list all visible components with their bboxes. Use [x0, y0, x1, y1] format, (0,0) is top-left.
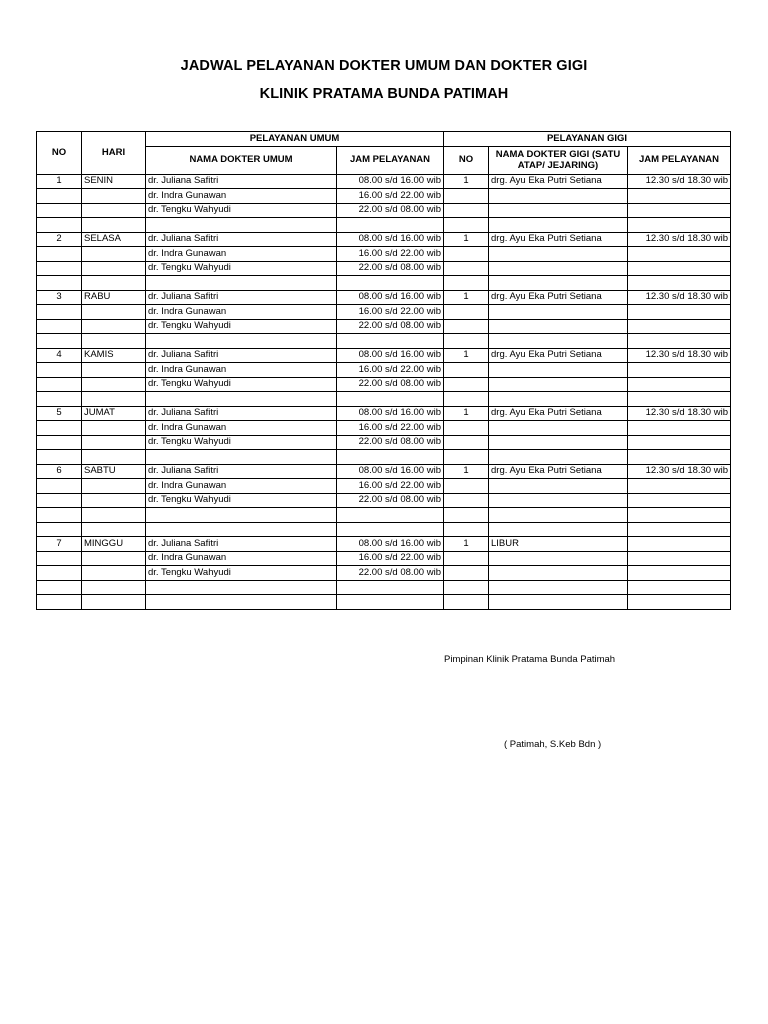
row-doctor: dr. Indra Gunawan — [146, 247, 337, 262]
row-dental-no — [444, 276, 489, 291]
row-doctor: dr. Tengku Wahyudi — [146, 319, 337, 334]
row-dental-no — [444, 334, 489, 349]
row-day — [82, 493, 146, 508]
row-time: 08.00 s/d 16.00 wib — [337, 348, 444, 363]
row-dental-doctor: drg. Ayu Eka Putri Setiana — [489, 406, 628, 421]
row-dental-time — [628, 522, 731, 537]
row-dental-doctor — [489, 450, 628, 465]
row-no: 2 — [37, 232, 82, 247]
row-doctor: dr. Juliana Safitri — [146, 290, 337, 305]
row-time: 22.00 s/d 08.00 wib — [337, 435, 444, 450]
row-no — [37, 508, 82, 523]
header-hari: HARI — [82, 132, 146, 175]
row-doctor — [146, 276, 337, 291]
row-dental-doctor — [489, 305, 628, 320]
row-time — [337, 522, 444, 537]
row-dental-time — [628, 305, 731, 320]
row-dental-doctor — [489, 363, 628, 378]
row-dental-no — [444, 305, 489, 320]
row-day — [82, 479, 146, 494]
row-time: 08.00 s/d 16.00 wib — [337, 406, 444, 421]
row-dental-no — [444, 508, 489, 523]
row-dental-doctor: drg. Ayu Eka Putri Setiana — [489, 464, 628, 479]
row-dental-doctor — [489, 479, 628, 494]
row-dental-no — [444, 493, 489, 508]
row-dental-no — [444, 435, 489, 450]
row-doctor: dr. Juliana Safitri — [146, 537, 337, 552]
row-doctor — [146, 392, 337, 407]
row-dental-time — [628, 537, 731, 552]
table-row — [37, 551, 731, 566]
row-dental-doctor — [489, 392, 628, 407]
pimpinan-label: Pimpinan Klinik Pratama Bunda Patimah — [444, 654, 616, 665]
row-dental-doctor — [489, 377, 628, 392]
row-dental-time — [628, 363, 731, 378]
row-doctor — [146, 522, 337, 537]
row-dental-no — [444, 218, 489, 233]
row-day — [82, 522, 146, 537]
table-row — [37, 580, 731, 595]
row-time: 22.00 s/d 08.00 wib — [337, 203, 444, 218]
row-day: SENIN — [82, 174, 146, 189]
row-dental-no — [444, 479, 489, 494]
row-dental-doctor: drg. Ayu Eka Putri Setiana — [489, 174, 628, 189]
row-dental-no — [444, 189, 489, 204]
row-day — [82, 580, 146, 595]
row-day — [82, 421, 146, 436]
row-dental-doctor — [489, 189, 628, 204]
row-day: MINGGU — [82, 537, 146, 552]
row-day: SABTU — [82, 464, 146, 479]
row-time — [337, 508, 444, 523]
row-dental-time: 12.30 s/d 18.30 wib — [628, 290, 731, 305]
header-nama-dokter-gigi — [489, 146, 628, 174]
row-dental-doctor: drg. Ayu Eka Putri Setiana — [489, 290, 628, 305]
table-row — [37, 189, 731, 204]
row-day — [82, 435, 146, 450]
row-dental-time — [628, 435, 731, 450]
row-no — [37, 522, 82, 537]
row-time: 16.00 s/d 22.00 wib — [337, 421, 444, 436]
row-dental-no: 1 — [444, 174, 489, 189]
header-jam-pelayanan-umum: JAM PELAYANAN — [337, 146, 444, 174]
table-row — [37, 406, 731, 421]
row-dental-doctor: LIBUR — [489, 537, 628, 552]
table-row — [37, 566, 731, 581]
row-dental-doctor — [489, 551, 628, 566]
row-day: KAMIS — [82, 348, 146, 363]
row-no — [37, 377, 82, 392]
row-doctor: dr. Tengku Wahyudi — [146, 203, 337, 218]
row-no: 7 — [37, 537, 82, 552]
row-no: 1 — [37, 174, 82, 189]
row-dental-no: 1 — [444, 232, 489, 247]
row-doctor: dr. Juliana Safitri — [146, 406, 337, 421]
row-dental-doctor: drg. Ayu Eka Putri Setiana — [489, 232, 628, 247]
row-no — [37, 218, 82, 233]
row-day — [82, 276, 146, 291]
row-no: 6 — [37, 464, 82, 479]
row-no — [37, 493, 82, 508]
row-doctor — [146, 580, 337, 595]
row-dental-no: 1 — [444, 406, 489, 421]
row-time: 16.00 s/d 22.00 wib — [337, 551, 444, 566]
row-doctor: dr. Juliana Safitri — [146, 348, 337, 363]
row-day: SELASA — [82, 232, 146, 247]
row-time: 22.00 s/d 08.00 wib — [337, 261, 444, 276]
row-dental-no — [444, 247, 489, 262]
row-day — [82, 392, 146, 407]
table-row — [37, 421, 731, 436]
header-pelayanan-umum: PELAYANAN UMUM — [146, 132, 444, 147]
row-dental-time — [628, 247, 731, 262]
row-time — [337, 580, 444, 595]
row-dental-no — [444, 319, 489, 334]
header-no: NO — [37, 132, 82, 175]
row-day — [82, 595, 146, 610]
table-row — [37, 363, 731, 378]
row-dental-no: 1 — [444, 537, 489, 552]
row-day — [82, 305, 146, 320]
row-time: 22.00 s/d 08.00 wib — [337, 566, 444, 581]
row-day — [82, 261, 146, 276]
row-dental-doctor — [489, 276, 628, 291]
table-row — [37, 493, 731, 508]
row-no — [37, 363, 82, 378]
row-no — [37, 261, 82, 276]
row-time — [337, 595, 444, 610]
table-row — [37, 348, 731, 363]
row-time — [337, 276, 444, 291]
row-dental-doctor — [489, 508, 628, 523]
row-dental-doctor — [489, 435, 628, 450]
row-dental-time — [628, 189, 731, 204]
row-doctor — [146, 450, 337, 465]
row-time: 16.00 s/d 22.00 wib — [337, 247, 444, 262]
row-time — [337, 450, 444, 465]
clinic-name: KLINIK PRATAMA BUNDA PATIMAH — [259, 86, 509, 102]
table-row — [37, 232, 731, 247]
row-no — [37, 247, 82, 262]
row-time: 22.00 s/d 08.00 wib — [337, 377, 444, 392]
row-doctor: dr. Indra Gunawan — [146, 551, 337, 566]
row-doctor: dr. Juliana Safitri — [146, 464, 337, 479]
table-row — [37, 305, 731, 320]
row-doctor: dr. Tengku Wahyudi — [146, 377, 337, 392]
schedule-table — [36, 131, 731, 610]
row-dental-no — [444, 566, 489, 581]
row-dental-doctor — [489, 421, 628, 436]
row-dental-no — [444, 377, 489, 392]
row-dental-no: 1 — [444, 290, 489, 305]
row-no: 5 — [37, 406, 82, 421]
row-doctor: dr. Tengku Wahyudi — [146, 261, 337, 276]
row-doctor: dr. Indra Gunawan — [146, 479, 337, 494]
row-time: 08.00 s/d 16.00 wib — [337, 537, 444, 552]
row-time: 16.00 s/d 22.00 wib — [337, 189, 444, 204]
row-dental-no: 1 — [444, 348, 489, 363]
row-dental-doctor — [489, 566, 628, 581]
row-no: 3 — [37, 290, 82, 305]
table-row — [37, 174, 731, 189]
row-day — [82, 247, 146, 262]
row-no — [37, 334, 82, 349]
row-dental-doctor — [489, 334, 628, 349]
header-no-gigi: NO — [444, 146, 489, 174]
row-day — [82, 508, 146, 523]
row-no — [37, 305, 82, 320]
row-dental-no: 1 — [444, 464, 489, 479]
row-no — [37, 319, 82, 334]
row-dental-no — [444, 450, 489, 465]
row-no — [37, 580, 82, 595]
row-dental-no — [444, 580, 489, 595]
table-row — [37, 247, 731, 262]
table-row — [37, 464, 731, 479]
header-pelayanan-gigi: PELAYANAN GIGI — [444, 132, 731, 147]
row-no — [37, 203, 82, 218]
row-doctor — [146, 508, 337, 523]
row-no — [37, 595, 82, 610]
row-doctor: dr. Indra Gunawan — [146, 363, 337, 378]
row-dental-no — [444, 522, 489, 537]
row-time: 08.00 s/d 16.00 wib — [337, 174, 444, 189]
table-row — [37, 290, 731, 305]
row-dental-no — [444, 392, 489, 407]
row-dental-time — [628, 595, 731, 610]
row-dental-no — [444, 203, 489, 218]
row-dental-time — [628, 392, 731, 407]
row-dental-no — [444, 363, 489, 378]
row-dental-time — [628, 580, 731, 595]
header-nama-dokter-gigi-line1: NAMA DOKTER GIGI (SATU — [495, 149, 621, 160]
signature-name: ( Patimah, S.Keb Bdn ) — [504, 739, 602, 750]
row-time — [337, 218, 444, 233]
table-row — [37, 522, 731, 537]
table-row — [37, 276, 731, 291]
row-dental-time — [628, 566, 731, 581]
table-row — [37, 392, 731, 407]
row-day — [82, 203, 146, 218]
row-dental-no — [444, 421, 489, 436]
row-doctor — [146, 218, 337, 233]
table-row — [37, 508, 731, 523]
row-dental-time: 12.30 s/d 18.30 wib — [628, 464, 731, 479]
row-dental-time: 12.30 s/d 18.30 wib — [628, 348, 731, 363]
row-time — [337, 334, 444, 349]
row-no — [37, 189, 82, 204]
table-row — [37, 203, 731, 218]
row-dental-doctor — [489, 580, 628, 595]
row-no — [37, 450, 82, 465]
row-doctor: dr. Tengku Wahyudi — [146, 435, 337, 450]
row-dental-doctor — [489, 247, 628, 262]
row-time: 16.00 s/d 22.00 wib — [337, 363, 444, 378]
row-dental-doctor: drg. Ayu Eka Putri Setiana — [489, 348, 628, 363]
row-day — [82, 218, 146, 233]
row-day — [82, 551, 146, 566]
document-title: JADWAL PELAYANAN DOKTER UMUM DAN DOKTER GIGI — [180, 58, 588, 74]
row-doctor: dr. Tengku Wahyudi — [146, 566, 337, 581]
row-time: 08.00 s/d 16.00 wib — [337, 232, 444, 247]
table-row — [37, 595, 731, 610]
row-doctor: dr. Indra Gunawan — [146, 189, 337, 204]
table-row — [37, 435, 731, 450]
row-time: 22.00 s/d 08.00 wib — [337, 493, 444, 508]
row-doctor: dr. Tengku Wahyudi — [146, 493, 337, 508]
row-dental-no — [444, 551, 489, 566]
row-time: 16.00 s/d 22.00 wib — [337, 479, 444, 494]
row-day — [82, 566, 146, 581]
row-dental-time: 12.30 s/d 18.30 wib — [628, 174, 731, 189]
row-dental-time — [628, 203, 731, 218]
table-row — [37, 537, 731, 552]
row-day — [82, 363, 146, 378]
row-dental-no — [444, 595, 489, 610]
table-row — [37, 319, 731, 334]
row-no — [37, 566, 82, 581]
table-row — [37, 334, 731, 349]
row-dental-doctor — [489, 595, 628, 610]
table-row — [37, 479, 731, 494]
row-time — [337, 392, 444, 407]
row-dental-time — [628, 218, 731, 233]
row-dental-doctor — [489, 261, 628, 276]
row-time: 08.00 s/d 16.00 wib — [337, 290, 444, 305]
row-doctor — [146, 334, 337, 349]
row-no: 4 — [37, 348, 82, 363]
row-day — [82, 377, 146, 392]
row-dental-time: 12.30 s/d 18.30 wib — [628, 232, 731, 247]
row-doctor: dr. Juliana Safitri — [146, 232, 337, 247]
row-no — [37, 551, 82, 566]
row-doctor — [146, 595, 337, 610]
row-day — [82, 334, 146, 349]
row-no — [37, 479, 82, 494]
row-dental-time — [628, 377, 731, 392]
row-dental-time — [628, 508, 731, 523]
row-dental-time — [628, 551, 731, 566]
header-jam-pelayanan-gigi: JAM PELAYANAN — [628, 146, 731, 174]
row-day — [82, 450, 146, 465]
row-dental-time — [628, 261, 731, 276]
row-dental-time — [628, 450, 731, 465]
row-dental-doctor — [489, 203, 628, 218]
row-day — [82, 189, 146, 204]
row-dental-time: 12.30 s/d 18.30 wib — [628, 406, 731, 421]
row-doctor: dr. Indra Gunawan — [146, 305, 337, 320]
row-dental-time — [628, 276, 731, 291]
row-dental-doctor — [489, 218, 628, 233]
header-nama-dokter-umum: NAMA DOKTER UMUM — [146, 146, 337, 174]
row-dental-time — [628, 319, 731, 334]
row-dental-no — [444, 261, 489, 276]
header-row-1 — [37, 132, 731, 147]
header-nama-dokter-gigi-line2: ATAP/ JEJARING) — [517, 160, 599, 171]
row-no — [37, 435, 82, 450]
table-row — [37, 261, 731, 276]
row-no — [37, 276, 82, 291]
row-time: 08.00 s/d 16.00 wib — [337, 464, 444, 479]
table-row — [37, 218, 731, 233]
row-dental-doctor — [489, 493, 628, 508]
row-time: 16.00 s/d 22.00 wib — [337, 305, 444, 320]
row-day — [82, 319, 146, 334]
row-time: 22.00 s/d 08.00 wib — [337, 319, 444, 334]
row-doctor: dr. Juliana Safitri — [146, 174, 337, 189]
row-dental-doctor — [489, 319, 628, 334]
row-doctor: dr. Indra Gunawan — [146, 421, 337, 436]
table-row — [37, 377, 731, 392]
row-no — [37, 421, 82, 436]
row-dental-time — [628, 421, 731, 436]
table-row — [37, 450, 731, 465]
schedule-body — [37, 174, 731, 609]
row-dental-time — [628, 334, 731, 349]
row-no — [37, 392, 82, 407]
row-dental-time — [628, 493, 731, 508]
row-dental-time — [628, 479, 731, 494]
row-day: JUMAT — [82, 406, 146, 421]
row-dental-doctor — [489, 522, 628, 537]
row-day: RABU — [82, 290, 146, 305]
